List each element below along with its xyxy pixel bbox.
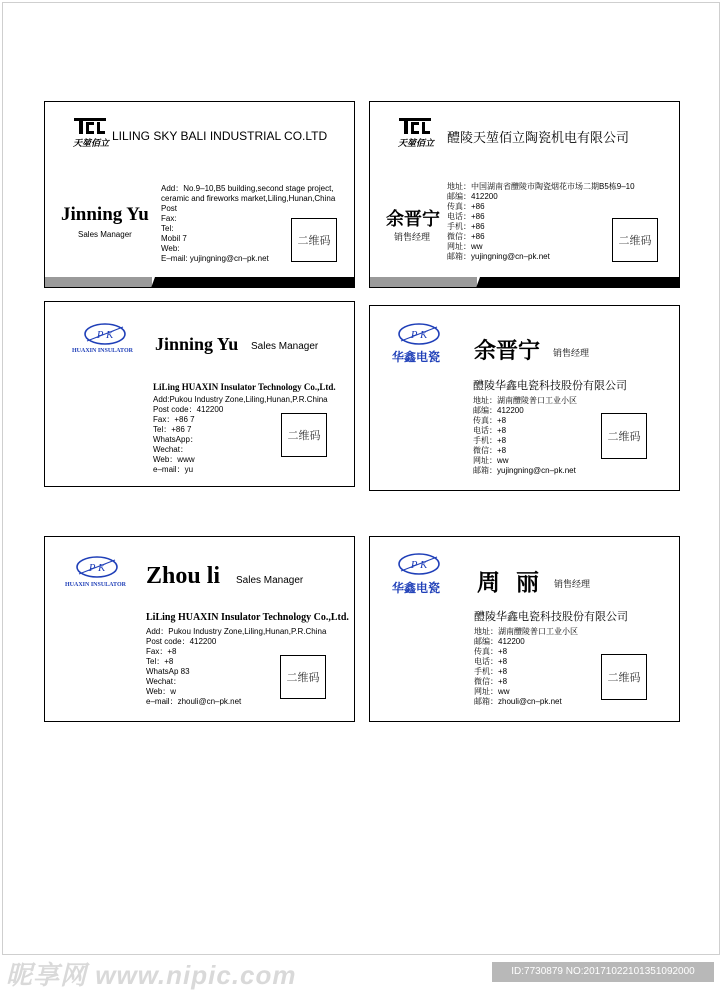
- job-title: Sales Manager: [251, 341, 319, 352]
- qr-code-placeholder: 二维码: [601, 654, 647, 700]
- info-line: Web：www: [153, 455, 195, 464]
- info-line: 微信：+86: [447, 232, 485, 241]
- job-title: 销售经理: [553, 348, 590, 358]
- info-line: 邮箱：yujingning@cn–pk.net: [447, 252, 550, 261]
- contact-info: [474, 627, 578, 707]
- info-line: Post: [161, 204, 178, 213]
- business-card-4: [369, 305, 680, 491]
- logo-letters: P K: [410, 559, 428, 571]
- info-line: 邮箱：yujingning@cn–pk.net: [473, 466, 576, 475]
- qr-code-placeholder: 二维码: [291, 218, 337, 262]
- info-line: 网址：ww: [474, 687, 510, 696]
- info-line: Add：No.9–10,B5 building,second stage project,: [161, 184, 334, 193]
- logo-letters: P K: [410, 329, 428, 341]
- bottom-stripe-gray: [370, 277, 477, 288]
- person-name: 余晋宁: [386, 209, 440, 230]
- info-line: 邮编：412200: [447, 192, 498, 201]
- huaxin-logo-icon: [397, 322, 441, 348]
- info-line: WhatsApp：: [153, 435, 198, 444]
- watermark-id: ID:7730879 NO:20171022101351092000: [492, 962, 714, 982]
- info-line: ceramic and fireworks market,Liling,Hunan,China: [161, 194, 336, 203]
- qr-code-placeholder: 二维码: [280, 655, 326, 699]
- bottom-stripe-gray: [45, 277, 152, 288]
- job-title: Sales Manager: [78, 230, 132, 239]
- person-name: 余晋宁: [474, 338, 541, 364]
- logo-letters: P K: [88, 562, 106, 574]
- logo-caption: 天堃佰立: [73, 139, 110, 149]
- person-name: Zhou li: [146, 563, 221, 589]
- info-line: 邮编：412200: [474, 637, 525, 646]
- info-line: Tel:: [161, 224, 174, 233]
- company-name: LiLing HUAXIN Insulator Technology Co.,Ltd.: [146, 612, 349, 623]
- info-line: 电话：+86: [447, 212, 485, 221]
- watermark-site: 昵享网 www.nipic.com: [6, 960, 297, 990]
- info-line: e–mail：zhouli@cn–pk.net: [146, 697, 242, 706]
- info-line: 传真：+86: [447, 202, 485, 211]
- info-line: 电话：+8: [473, 426, 507, 435]
- bottom-stripe-black: [476, 277, 680, 288]
- info-line: Web:: [161, 244, 180, 253]
- huaxin-logo-icon: [75, 555, 119, 581]
- info-line: Add：Pukou Industry Zone,Liling,Hunan,P.R.China: [146, 627, 327, 636]
- info-line: 传真：+8: [473, 416, 507, 425]
- business-card-5: [44, 536, 355, 722]
- info-line: 手机：+8: [474, 667, 508, 676]
- info-line: 邮编：412200: [473, 406, 524, 415]
- info-line: E–mail: yujingning@cn–pk.net: [161, 254, 269, 263]
- job-title: 销售经理: [554, 579, 591, 589]
- info-line: Fax：+8: [146, 647, 177, 656]
- info-line: 手机：+8: [473, 436, 507, 445]
- info-line: 网址：ww: [473, 456, 509, 465]
- company-name: LiLing HUAXIN Insulator Technology Co.,Ltd.: [153, 382, 336, 392]
- qr-code-placeholder: 二维码: [612, 218, 658, 262]
- info-line: Tel：+86 7: [153, 425, 192, 434]
- qr-code-placeholder: 二维码: [601, 413, 647, 459]
- bottom-stripe-black: [151, 277, 355, 288]
- info-line: Post code：412200: [146, 637, 217, 646]
- contact-info: [473, 396, 577, 476]
- info-line: Fax:: [161, 214, 177, 223]
- info-line: Fax：+86 7: [153, 415, 195, 424]
- logo-caption: 天堃佰立: [398, 139, 435, 149]
- info-line: Wechat：: [146, 677, 181, 686]
- business-card-1: [44, 101, 355, 288]
- info-line: Wechat：: [153, 445, 188, 454]
- info-line: 手机：+86: [447, 222, 485, 231]
- info-line: Post code：412200: [153, 405, 224, 414]
- logo-caption: HUAXIN INSULATOR: [72, 348, 133, 354]
- info-line: 地址：湖南醴陵普口工业小区: [473, 396, 577, 405]
- person-name: Jinning Yu: [61, 204, 149, 225]
- info-line: 地址：湖南醴陵普口工业小区: [474, 627, 578, 636]
- job-title: 销售经理: [394, 232, 431, 242]
- info-line: 微信：+8: [474, 677, 508, 686]
- logo-caption: HUAXIN INSULATOR: [65, 582, 126, 588]
- info-line: 电话：+8: [474, 657, 508, 666]
- business-card-6: [369, 536, 680, 722]
- info-line: Add:Pukou Industry Zone,Liling,Hunan,P.R.China: [153, 395, 328, 404]
- logo-letters: P K: [96, 329, 114, 341]
- business-card-3: [44, 301, 355, 487]
- info-line: 微信：+8: [473, 446, 507, 455]
- company-name: 醴陵华鑫电瓷科技股份有限公司: [474, 611, 628, 623]
- info-line: 网址：ww: [447, 242, 483, 251]
- logo-caption: 华鑫电瓷: [392, 350, 441, 364]
- company-name: LILING SKY BALI INDUSTRIAL CO.LTD: [112, 129, 328, 143]
- info-line: Tel：+8: [146, 657, 174, 666]
- huaxin-logo-icon: [397, 552, 441, 578]
- info-line: 地址：中国湖南省醴陵市陶瓷烟花市场二期B5栋9–10: [447, 182, 635, 191]
- info-line: e–mail：yu: [153, 465, 194, 474]
- qr-code-placeholder: 二维码: [281, 413, 327, 457]
- info-line: 邮箱：zhouli@cn–pk.net: [474, 697, 562, 706]
- info-line: Mobil 7: [161, 234, 187, 243]
- person-name: Jinning Yu: [155, 334, 239, 354]
- person-name: 周 丽: [477, 569, 540, 596]
- info-line: WhatsAp 83: [146, 667, 190, 676]
- company-name: 醴陵华鑫电瓷科技股份有限公司: [473, 380, 627, 392]
- business-card-2: [369, 101, 680, 288]
- contact-info: [447, 182, 635, 262]
- company-name: 醴陵天堃佰立陶瓷机电有限公司: [447, 130, 630, 145]
- job-title: Sales Manager: [236, 575, 304, 586]
- info-line: Web：w: [146, 687, 177, 696]
- logo-caption: 华鑫电瓷: [392, 581, 441, 595]
- huaxin-logo-icon: [83, 322, 127, 348]
- info-line: 传真：+8: [474, 647, 508, 656]
